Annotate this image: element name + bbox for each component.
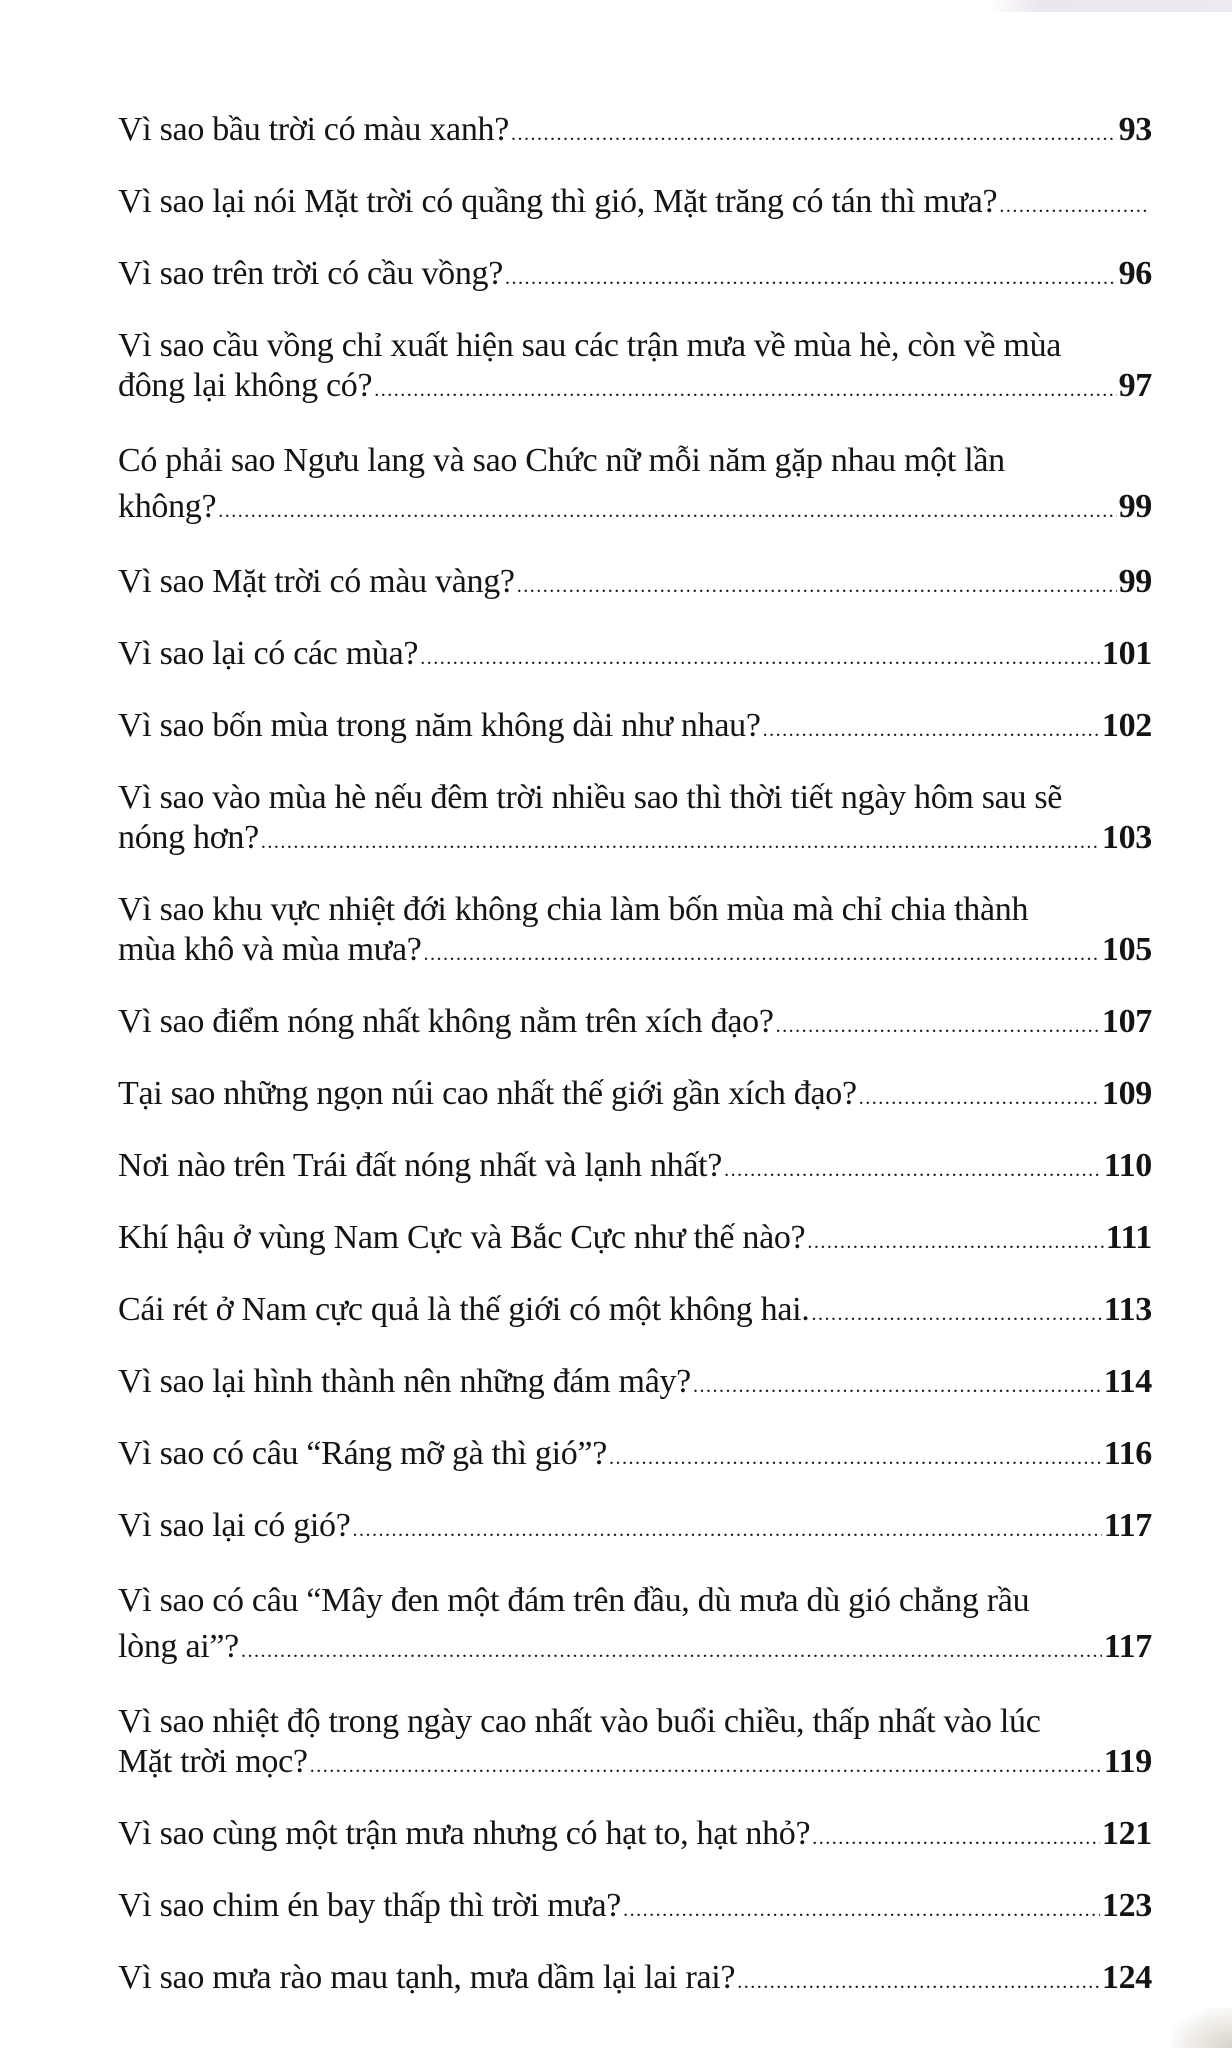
dot-leader [812, 1294, 1102, 1334]
entry-title: Vì sao lại có các mùa? [118, 635, 419, 672]
entry-title: đông lại không có? [118, 367, 373, 404]
entry-title-line: Vì sao khu vực nhiệt đới không chia làm bốn mùa mà chỉ chia thành [118, 891, 1029, 928]
entry-title: Vì sao điểm nóng nhất không nằm trên xích đạo? [118, 1003, 774, 1040]
page-number: 99 [1118, 563, 1152, 600]
toc-entry [118, 1362, 1152, 1406]
entry-title: Vì sao cùng một trận mưa nhưng có hạt to, hạt nhỏ? [118, 1815, 811, 1852]
entry-title: Vì sao có câu “Ráng mỡ gà thì gió”? [118, 1435, 607, 1472]
page-number: 103 [1101, 819, 1152, 856]
dot-leader [693, 1366, 1102, 1406]
dot-leader [609, 1438, 1102, 1478]
toc-entry [118, 1434, 1152, 1478]
dot-leader [505, 258, 1117, 298]
toc-entry [118, 1146, 1152, 1190]
page-number: 99 [1118, 488, 1152, 525]
page-number: 105 [1101, 931, 1152, 968]
entry-title-line: Vì sao có câu “Mây đen một đám trên đầu, dù mưa dù gió chẳng rầu [118, 1582, 1030, 1619]
page-number: 117 [1103, 1628, 1152, 1665]
page-number: 107 [1101, 1003, 1152, 1040]
entry-title: Tại sao những ngọn núi cao nhất thế giới gần xích đạo? [118, 1075, 857, 1112]
toc-entry [118, 634, 1152, 678]
page-number: 117 [1103, 1507, 1152, 1544]
dot-leader [999, 186, 1150, 226]
dot-leader [812, 1818, 1100, 1858]
toc-entry [118, 326, 1152, 410]
table-of-contents [118, 110, 1152, 2030]
page-number: 121 [1101, 1815, 1152, 1852]
entry-title: Vì sao trên trời có cầu vồng? [118, 255, 504, 292]
toc-entry [118, 706, 1152, 750]
page-number: 93 [1118, 111, 1152, 148]
entry-title: Vì sao lại nói Mặt trời có quầng thì gió, Mặt trăng có tán thì mưa? [118, 183, 998, 220]
entry-title-line: Vì sao cầu vồng chỉ xuất hiện sau các trận mưa về mùa hè, còn về mùa [118, 327, 1062, 364]
page-number: 102 [1101, 707, 1152, 744]
entry-title: Vì sao chim én bay thấp thì trời mưa? [118, 1887, 622, 1924]
entry-title-line: Vì sao vào mùa hè nếu đêm trời nhiều sao thì thời tiết ngày hôm sau sẽ [118, 779, 1063, 816]
toc-entry [118, 438, 1152, 534]
dot-leader [261, 822, 1100, 862]
page-number: 113 [1103, 1291, 1152, 1328]
dot-leader [310, 1746, 1102, 1786]
dot-leader [776, 1006, 1100, 1046]
page-number: 97 [1118, 367, 1152, 404]
toc-entry [118, 1002, 1152, 1046]
entry-title: Vì sao lại hình thành nên những đám mây? [118, 1363, 691, 1400]
page-number: 101 [1101, 635, 1152, 672]
entry-title: Vì sao bầu trời có màu xanh? [118, 111, 510, 148]
toc-entry [118, 1290, 1152, 1334]
toc-entry [118, 254, 1152, 298]
entry-title: mùa khô và mùa mưa? [118, 931, 422, 968]
page-number: 119 [1103, 1743, 1152, 1780]
dot-leader [724, 1150, 1102, 1190]
page-number: 109 [1101, 1075, 1152, 1112]
entry-title: lòng ai”? [118, 1628, 239, 1665]
entry-title: Vì sao bốn mùa trong năm không dài như nhau? [118, 707, 761, 744]
dot-leader [859, 1078, 1100, 1118]
toc-entry [118, 1958, 1152, 2002]
entry-title: Nơi nào trên Trái đất nóng nhất và lạnh nhất? [118, 1147, 723, 1184]
toc-entry [118, 1218, 1152, 1262]
entry-title: Cái rét ở Nam cực quả là thế giới có một không hai. [118, 1291, 810, 1328]
dot-leader [424, 934, 1100, 974]
page-edge-shadow [990, 0, 1232, 12]
toc-entry [118, 1886, 1152, 1930]
toc-entry [118, 110, 1152, 154]
dot-leader [807, 1222, 1103, 1262]
toc-entry [118, 1578, 1152, 1674]
page-number: 123 [1101, 1887, 1152, 1924]
toc-entry [118, 1506, 1152, 1550]
dot-leader [517, 566, 1117, 606]
entry-title: Mặt trời mọc? [118, 1743, 308, 1780]
toc-entry [118, 1814, 1152, 1858]
dot-leader [374, 370, 1116, 410]
page-number: 111 [1105, 1219, 1152, 1256]
entry-title: nóng hơn? [118, 819, 259, 856]
toc-entry [118, 890, 1152, 974]
entry-title: Vì sao lại có gió? [118, 1507, 351, 1544]
page-number: 116 [1103, 1435, 1152, 1472]
page-corner-shadow [1172, 2008, 1232, 2048]
entry-title: Vì sao mưa rào mau tạnh, mưa dầm lại lai rai? [118, 1959, 736, 1996]
entry-title: không? [118, 488, 217, 525]
page-number: 96 [1118, 255, 1152, 292]
dot-leader [218, 488, 1116, 534]
entry-title: Vì sao Mặt trời có màu vàng? [118, 563, 515, 600]
toc-entry [118, 182, 1152, 226]
dot-leader [623, 1890, 1100, 1930]
toc-entry [118, 778, 1152, 862]
toc-entry [118, 562, 1152, 606]
page-number: 114 [1103, 1363, 1152, 1400]
dot-leader [763, 710, 1100, 750]
page-number: 124 [1101, 1959, 1152, 1996]
dot-leader [420, 638, 1100, 678]
dot-leader [511, 114, 1117, 154]
toc-entry [118, 1702, 1152, 1786]
dot-leader [241, 1628, 1102, 1674]
entry-title: Khí hậu ở vùng Nam Cực và Bắc Cực như thế nào? [118, 1219, 806, 1256]
page-number: 110 [1103, 1147, 1152, 1184]
toc-entry [118, 1074, 1152, 1118]
entry-title-line: Có phải sao Ngưu lang và sao Chức nữ mỗi năm gặp nhau một lần [118, 442, 1005, 479]
dot-leader [353, 1510, 1102, 1550]
dot-leader [737, 1962, 1100, 2002]
entry-title-line: Vì sao nhiệt độ trong ngày cao nhất vào buổi chiều, thấp nhất vào lúc [118, 1703, 1041, 1740]
